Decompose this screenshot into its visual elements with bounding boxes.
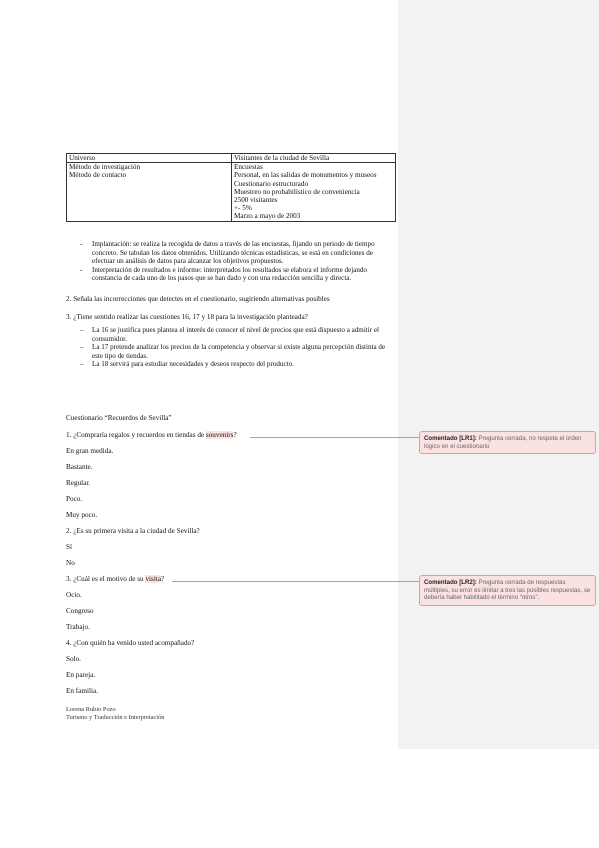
cell-line: Cuestionario estructurado — [234, 179, 309, 188]
table-cell: Universo — [67, 154, 232, 163]
list-item: – La 16 se justifica pues plantea el interés de conocer el nivel de precios que está dispuesto a admitir el consumidor. — [80, 326, 379, 343]
comment-text: Pregunta cerrada de respuestas múltiples, su error es limitar a tres las posibles respuestas, se debería haber habilitado el término “otros”. — [424, 579, 591, 602]
answer-option: Trabajo. — [66, 623, 90, 631]
table-cell — [67, 163, 232, 221]
table-row — [67, 154, 396, 163]
cell-line: +- 5% — [234, 204, 252, 213]
list-item-text: La 17 pretende analizar los precios de la competencia y observar si existe alguna percepción distinta de este tipo de tiendas. — [92, 343, 386, 360]
comments-margin-pane — [398, 0, 599, 749]
bullet-list-phases — [66, 240, 396, 283]
answer-option: Congreso — [66, 607, 94, 615]
answer-option: En pareja. — [66, 671, 96, 679]
question-2: 2. ¿Es su primera visita a la ciudad de Sevilla? — [66, 527, 200, 535]
list-item: – La 18 servirá para estudiar necesidades y deseos respecto del producto. — [80, 360, 294, 369]
answer-option: En familia. — [66, 687, 98, 695]
question-4: 4. ¿Con quién ha venido usted acompañado? — [66, 639, 195, 647]
comment-anchor-1[interactable]: souvenirs — [205, 431, 234, 439]
answer-option: No — [66, 559, 75, 567]
question-2-paragraph: 2. Señala las incorrecciones que detectes en el cuestionario, sugiriendo alternativas posibles — [66, 295, 330, 303]
list-item-text: La 16 se justifica pues plantea el interés de conocer el nivel de precios que está dispuesto a admitir el consumidor. — [92, 326, 379, 343]
answer-option: Poco. — [66, 495, 83, 503]
list-item: - Implantación: se realiza la recogida de datos a través de las encuestas, fijando un periodo de tiempo concreto. Se tabulan los datos obtenidos. Utilizando técnicas estadísticas, se está en condiciones de efectuar un análisis de datos para alcanzar los objetivos propuestos. — [80, 240, 375, 266]
table-row — [67, 163, 396, 221]
cell-line: Muestreo no probabilístico de conveniencia — [234, 187, 360, 196]
comment-balloon-1[interactable] — [419, 431, 596, 454]
list-item-text: La 18 servirá para estudiar necesidades y deseos respecto del producto. — [92, 360, 294, 369]
list-item: - Interpretación de resultados e informe: interpretados los resultados se elabora el informe dejando constancia de cada uno de los pasos que se han dado y con una redacción sencilla y directa. — [80, 265, 367, 283]
answer-option: Sí — [66, 543, 72, 551]
cell-line: 2500 visitantes — [234, 196, 278, 205]
comment-author: Comentado [LR1]: — [424, 435, 477, 442]
answer-option: Bastante. — [66, 463, 93, 471]
questionnaire-title: Cuestionario “Recuerdos de Sevilla” — [66, 414, 172, 422]
answer-option: Regular. — [66, 479, 91, 487]
table-cell — [232, 163, 396, 221]
cell-line: Método de contacto — [69, 171, 127, 180]
cell-line: Método de investigación — [69, 163, 141, 172]
footer-author: Lorena Rubio Pozo — [66, 706, 116, 713]
comment-connector-1 — [250, 437, 420, 438]
page-footer — [66, 706, 164, 722]
comments-margin-blank — [398, 749, 599, 848]
question-3: 3. ¿Cuál es el motivo de su visita? — [66, 575, 165, 583]
table-cell: Visitantes de la ciudad de Sevilla — [232, 154, 396, 163]
answer-option: Muy poco. — [66, 511, 98, 519]
comment-connector-2 — [172, 581, 420, 582]
list-item: – La 17 pretende analizar los precios de la competencia y observar si existe alguna percepción distinta de este tipo de tiendas. — [80, 343, 386, 360]
footer-degree: Turismo y Traducción e Interpretación — [66, 714, 165, 722]
cell-line: Personal, en las salidas de monumentos y museos — [234, 171, 377, 180]
answer-option: En gran medida. — [66, 447, 114, 455]
answer-option: Ocio. — [66, 591, 82, 599]
answer-option: Solo. — [66, 655, 81, 663]
bullet-list-answers — [66, 326, 396, 369]
comment-author: Comentado [LR2]: — [424, 579, 477, 586]
list-item-text: Interpretación de resultados e informe: interpretados los resultados se elabora el informe dejando constancia de cada uno de los pasos que se han dado y con una redacción sencilla y directa. — [92, 265, 367, 283]
comment-anchor-2[interactable]: visita — [145, 575, 162, 583]
question-1: 1. ¿Compraría regalos y recuerdos en tiendas de souvenirs? — [66, 431, 237, 439]
comment-balloon-2[interactable] — [419, 575, 596, 606]
comment-text: Pregunta cerrada, no respeta el orden lógico en el cuestionario — [424, 435, 582, 450]
cell-line: Marzo a mayo de 2003 — [234, 212, 301, 221]
research-design-table — [66, 153, 396, 222]
list-item-text: Implantación: se realiza la recogida de datos a través de las encuestas, fijando un periodo de tiempo concreto. Se tabulan los datos obtenidos. Utilizando técnicas estadísticas, se está en condiciones de efectuar un análisis de datos para alcanzar los objetivos propuestos. — [92, 240, 375, 266]
question-3-paragraph: 3. ¿Tiene sentido realizar las cuestiones 16, 17 y 18 para la investigación planteada? — [66, 313, 308, 321]
cell-line: Encuestas — [234, 163, 263, 172]
